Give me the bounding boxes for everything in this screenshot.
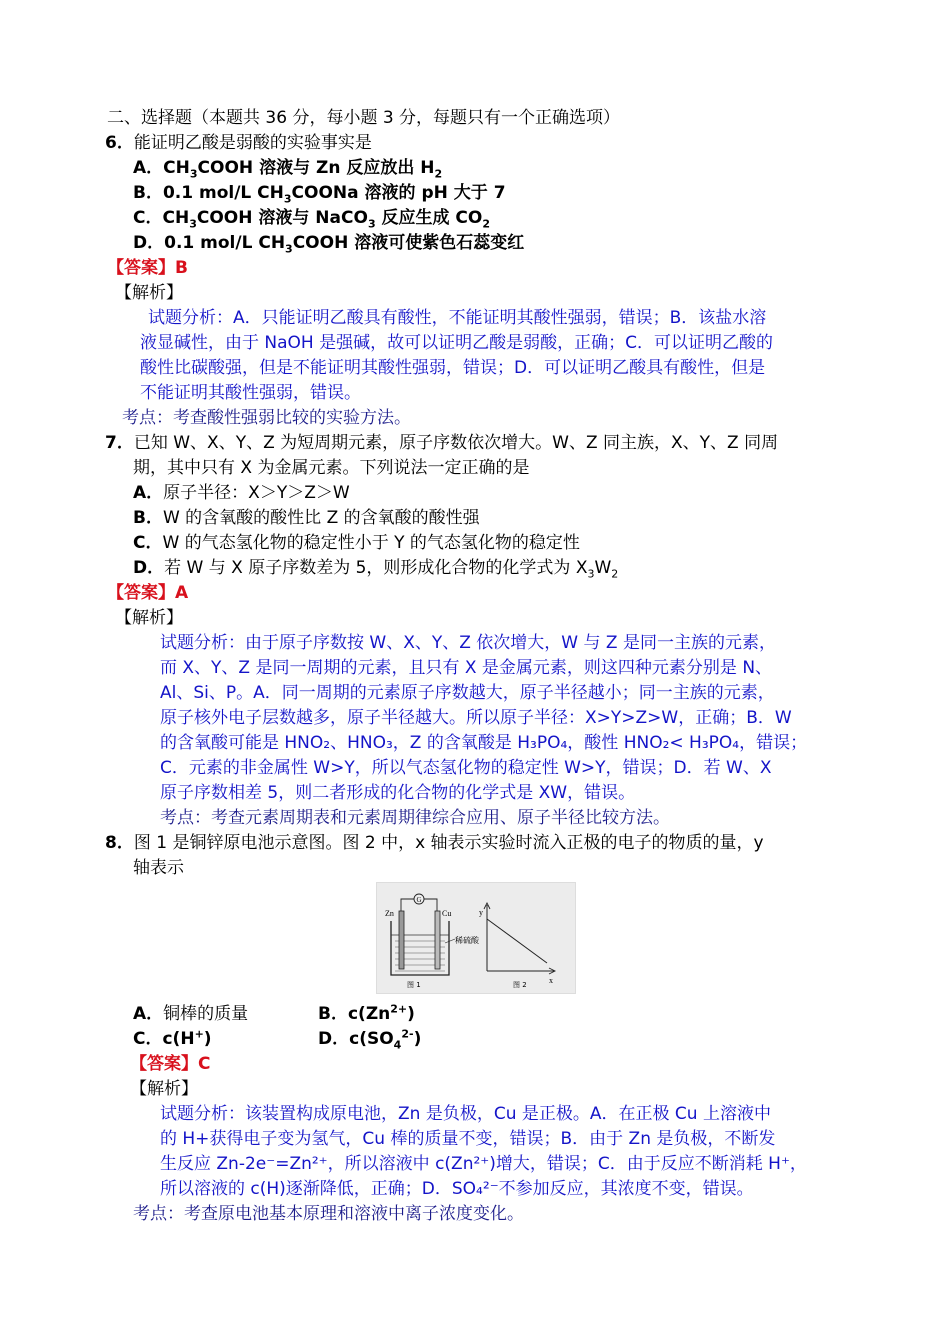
q6-stem [105,132,372,154]
option-text: W 的含氧酸的酸性比 Z 的含氧酸的酸性强 [162,508,480,528]
q7-answer [107,582,188,604]
q7-analysis-line: Al、Si、P。A．同一周期的元素原子序数越大，原子半径越小；同一主族的元素， [160,683,775,703]
q7-stem-text: 已知 W、X、Y、Z 为短周期元素，原子序数依次增大。W、Z 同主族，X、Y、Z 同周 [133,433,779,453]
figure-svg [377,883,575,993]
option-text: ) [203,1029,212,1049]
option-text: 原子半径：X＞Y＞Z＞W [163,483,350,503]
section-header: 二、选择题（本题共 36 分，每小题 3 分，每题只有一个正确选项） [107,108,621,128]
q7-analysis-line: 的含氧酸可能是 HNO₂、HNO₃，Z 的含氧酸是 H₃PO₄，酸性 HNO₂< H₃PO₄，错误； [160,733,808,753]
option-label: B． [133,183,163,203]
answer-label: 【答案】 [107,583,175,603]
option-text: W 的气态氢化物的稳定性小于 Y 的气态氢化物的稳定性 [162,533,580,553]
q6-option-a [133,157,442,179]
option-label: D． [318,1029,350,1049]
fig2-caption: 图 2 [513,981,527,989]
superscript: 2- [401,1027,414,1041]
zn-electrode [399,911,404,969]
answer-value: A [175,583,189,603]
acid-label: 稀硫酸 [455,936,479,945]
q8-analysis-line: 试题分析：该装置构成原电池，Zn 是负极，Cu 是正极。A．在正极 Cu 上溶液中 [160,1104,771,1124]
option-text: 若 W 与 X 原子序数差为 5，则形成化合物的化学式为 X [164,558,588,578]
option-text: COOH 溶液可使紫色石蕊变红 [292,233,525,253]
galvanometer-label: G [416,896,422,904]
q7-stem-cont: 期，其中只有 X 为金属元素。下列说法一定正确的是 [133,458,530,478]
q8-stem-cont: 轴表示 [133,858,184,878]
q6-stem-text: 能证明乙酸是弱酸的实验事实是 [133,133,372,153]
option-text: COOH 溶液与 Zn 反应放出 H [197,158,435,178]
option-text: 铜棒的质量 [163,1004,249,1024]
option-text: COONa 溶液的 pH 大于 7 [291,183,506,203]
option-label: B． [318,1004,348,1024]
option-label: C． [133,208,163,228]
q7-option-b [133,507,480,529]
option-label: C． [133,533,163,553]
option-text: c(SO [349,1029,394,1049]
q7-option-a [133,482,350,504]
q8-answer [130,1053,210,1075]
q7-analysis-line: C．元素的非金属性 W>Y，所以气态氢化物的稳定性 W>Y，错误；D．若 W、X [160,758,772,778]
option-label: C． [133,1029,163,1049]
q8-stem [105,832,764,854]
decreasing-line [487,919,547,963]
subscript: 3 [587,567,595,581]
y-axis-label: y [479,908,483,917]
q8-option-c [133,1028,212,1050]
q6-answer [107,257,188,279]
option-text: 反应生成 CO [375,208,483,228]
option-text: c(H [162,1029,195,1049]
option-text: c(Zn [347,1004,391,1024]
zn-label: Zn [385,909,394,918]
q7-analysis-label: 【解析】 [115,608,183,628]
answer-value: C [198,1054,211,1074]
q6-analysis-line: 液显碱性，由于 NaOH 是强碱，故可以证明乙酸是弱酸，正确；C．可以证明乙酸的 [140,333,773,353]
q7-number: 7． [105,433,134,453]
q6-kaodian: 考点：考查酸性强弱比较的实验方法。 [122,408,411,428]
option-text: CH [162,208,190,228]
option-label: A． [133,483,164,503]
q6-option-c [133,207,490,229]
q7-option-c [133,532,580,554]
answer-label: 【答案】 [107,258,175,278]
answer-value: B [175,258,188,278]
q6-analysis-line: 酸性比碳酸强，但是不能证明其酸性强弱，错误；D．可以证明乙酸具有酸性，但是 [140,358,766,378]
q8-kaodian: 考点：考查原电池基本原理和溶液中离子浓度变化。 [133,1204,524,1224]
superscript: 2+ [390,1002,408,1016]
q7-stem [105,432,778,454]
q8-option-b [318,1003,415,1025]
option-label: A． [133,1004,164,1024]
q7-option-d [133,557,618,579]
option-label: D． [133,233,165,253]
subscript: 2 [611,567,619,581]
superscript: + [194,1027,204,1041]
q6-option-b [133,182,506,204]
subscript: 3 [367,217,376,231]
option-text: 0.1 mol/L CH [162,183,284,203]
q7-kaodian: 考点：考查元素周期表和元素周期律综合应用、原子半径比较方法。 [160,808,670,828]
option-text: W [594,558,612,578]
fig1-caption: 图 1 [407,981,421,989]
q8-option-a [133,1003,248,1025]
q8-option-d [318,1028,421,1050]
option-text: COOH 溶液与 NaCO [196,208,368,228]
q8-analysis-line: 所以溶液的 c(H)逐渐降低，正确；D．SO₄²⁻不参加反应，其浓度不变，错误。 [160,1179,754,1199]
option-text: 0.1 mol/L CH [164,233,286,253]
subscript: 2 [482,217,491,231]
subscript: 2 [434,167,443,181]
subscript: 3 [285,242,293,256]
q8-analysis-line: 的 H+获得电子变为氢气，Cu 棒的质量不变，错误；B．由于 Zn 是负极，不断发 [160,1129,776,1149]
cu-label: Cu [442,909,452,918]
cu-electrode [435,911,440,969]
subscript: 3 [283,192,292,206]
answer-label: 【答案】 [130,1054,198,1074]
q6-analysis-line: 试题分析：A．只能证明乙酸具有酸性，不能证明其酸性强弱，错误；B．该盐水溶 [148,308,767,328]
q6-analysis-line: 不能证明其酸性强弱，错误。 [140,383,361,403]
option-text: ) [413,1029,422,1049]
q7-analysis-line: 而 X、Y、Z 是同一周期的元素，且只有 X 是金属元素，则这四种元素分别是 N、 [160,658,773,678]
q8-stem-text: 图 1 是铜锌原电池示意图。图 2 中，x 轴表示实验时流入正极的电子的物质的量，y [133,833,764,853]
q7-analysis-line: 原子序数相差 5，则二者形成的化合物的化学式是 XW，错误。 [160,783,636,803]
q8-analysis-label: 【解析】 [130,1079,198,1099]
q6-analysis-label: 【解析】 [115,283,183,303]
q6-option-d [133,232,524,254]
option-label: D． [133,558,165,578]
option-label: B． [133,508,163,528]
q7-analysis-line: 原子核外电子层数越多，原子半径越大。所以原子半径：X>Y>Z>W，正确；B．W [160,708,792,728]
label-pointer [445,939,455,943]
q7-analysis-line: 试题分析：由于原子序数按 W、X、Y、Z 依次增大，W 与 Z 是同一主族的元素， [160,633,776,653]
option-label: A． [133,158,164,178]
subscript: 3 [189,217,197,231]
q6-number: 6． [105,133,134,153]
q8-number: 8． [105,833,134,853]
option-text: ) [407,1004,415,1024]
option-text: CH [163,158,190,178]
subscript: 4 [393,1038,402,1052]
subscript: 3 [189,167,198,181]
x-axis-label: x [549,976,553,985]
galvanic-cell-figure [376,882,576,994]
q8-analysis-line: 生反应 Zn-2e⁻=Zn²⁺，所以溶液中 c(Zn²⁺)增大，错误；C．由于反应不断消耗 H⁺， [160,1154,807,1174]
